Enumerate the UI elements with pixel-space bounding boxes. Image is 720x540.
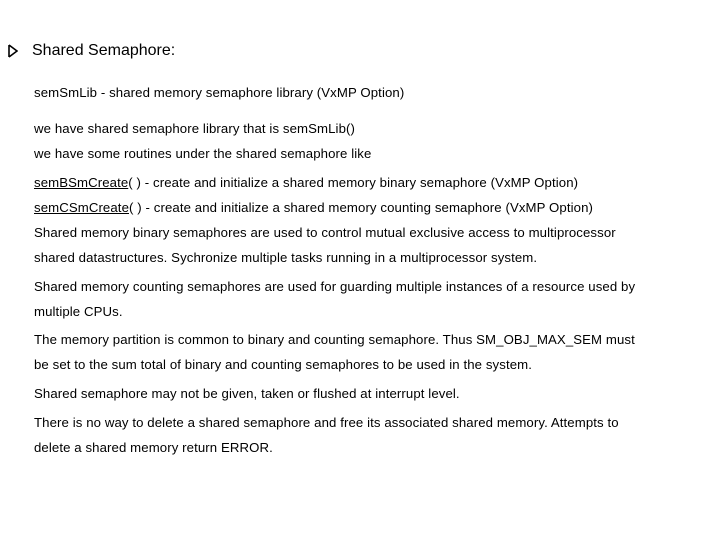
- line-semcsmcreate: [34, 200, 593, 216]
- line-counting-semaphores-2: multiple CPUs.: [34, 304, 123, 319]
- line-delete-note-1: There is no way to delete a shared semaphore and free its associated shared memory. Attempts to: [34, 415, 619, 430]
- semcsmcreate-description: ( ) - create and initialize a shared memory counting semaphore (VxMP Option): [129, 200, 593, 215]
- line-routines-intro: we have some routines under the shared semaphore like: [34, 146, 372, 161]
- line-memory-partition-2: be set to the sum total of binary and counting semaphores to be used in the system.: [34, 357, 532, 372]
- sembsmcreate-description: ( ) - create and initialize a shared memory binary semaphore (VxMP Option): [128, 175, 579, 190]
- line-memory-partition-1: The memory partition is common to binary and counting semaphore. Thus SM_OBJ_MAX_SEM must: [34, 332, 635, 347]
- line-sembsmcreate: [34, 175, 578, 191]
- line-counting-semaphores-1: Shared memory counting semaphores are used for guarding multiple instances of a resource used by: [34, 279, 636, 294]
- arrowhead-bullet-icon: [8, 44, 18, 58]
- line-interrupt-level: Shared semaphore may not be given, taken or flushed at interrupt level.: [34, 386, 460, 401]
- heading-row: [8, 42, 175, 60]
- line-delete-note-2: delete a shared memory return ERROR.: [34, 440, 273, 455]
- line-library-note: we have shared semaphore library that is semSmLib(): [34, 121, 356, 136]
- slide-heading: Shared Semaphore:: [32, 42, 176, 59]
- line-binary-semaphores-2: shared datastructures. Sychronize multiple tasks running in a multiprocessor system.: [34, 250, 538, 265]
- sembsmcreate-link[interactable]: semBSmCreate: [34, 175, 129, 190]
- semcsmcreate-link[interactable]: semCSmCreate: [34, 200, 129, 215]
- line-binary-semaphores-1: Shared memory binary semaphores are used to control mutual exclusive access to multiprocessor: [34, 225, 616, 240]
- line-semsmlib-description: semSmLib - shared memory semaphore library (VxMP Option): [34, 85, 405, 100]
